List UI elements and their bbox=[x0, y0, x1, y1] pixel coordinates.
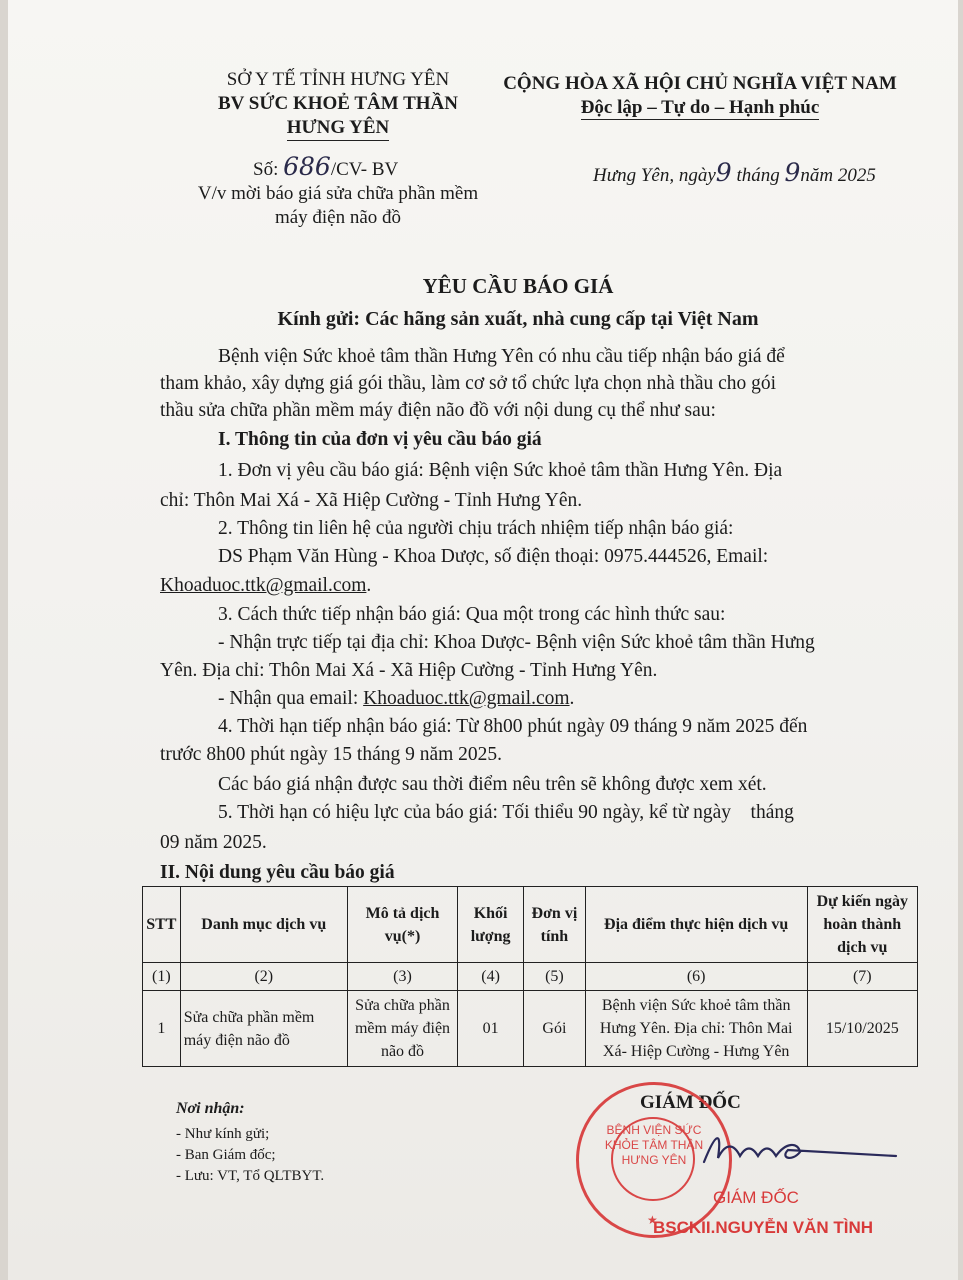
col-location: Địa điểm thực hiện dịch vụ bbox=[585, 887, 807, 963]
section-1-item-3d: - Nhận qua email: Khoaduoc.ttk@gmail.com. bbox=[218, 688, 575, 709]
num-cell: (1) bbox=[143, 963, 181, 991]
date-year: năm 2025 bbox=[800, 165, 876, 186]
document-number bbox=[253, 152, 398, 181]
recipients-title: Nơi nhận: bbox=[176, 1100, 245, 1117]
num-cell: (3) bbox=[347, 963, 457, 991]
signature-mark bbox=[696, 1122, 916, 1174]
num-cell: (2) bbox=[180, 963, 347, 991]
subject-block bbox=[158, 182, 518, 230]
recipient-item: - Như kính gửi; bbox=[176, 1126, 270, 1142]
section-1-item-4c: Các báo giá nhận được sau thời điểm nêu trên sẽ không được xem xét. bbox=[218, 774, 767, 795]
num-cell: (4) bbox=[458, 963, 524, 991]
section-1-item-5a: 5. Thời hạn có hiệu lực của báo giá: Tối thiểu 90 ngày, kể từ ngày tháng bbox=[218, 802, 794, 823]
subject-line-1: V/v mời báo giá sửa chữa phần mềm bbox=[197, 183, 479, 204]
national-motto: Độc lập – Tự do – Hạnh phúc bbox=[580, 97, 820, 118]
row-quantity: 01 bbox=[458, 991, 524, 1067]
col-description: Mô tả dịch vụ(*) bbox=[347, 887, 457, 963]
col-stt: STT bbox=[143, 887, 181, 963]
section-1-item-3b: - Nhận trực tiếp tại địa chỉ: Khoa Dược- Bệnh viện Sức khoẻ tâm thần Hưng bbox=[218, 632, 815, 653]
num-cell: (5) bbox=[524, 963, 586, 991]
table-header-row bbox=[143, 887, 918, 963]
date-prefix: Hưng Yên, ngày bbox=[593, 165, 716, 186]
section-1-item-5b: 09 năm 2025. bbox=[160, 832, 267, 853]
num-cell: (6) bbox=[585, 963, 807, 991]
num-cell: (7) bbox=[807, 963, 917, 991]
number-handwritten: 686 bbox=[283, 152, 331, 181]
col-completion: Dự kiến ngày hoàn thành dịch vụ bbox=[807, 887, 917, 963]
submission-email-link[interactable]: Khoaduoc.ttk@gmail.com bbox=[363, 688, 570, 709]
section-1-item-2a: 2. Thông tin liên hệ của người chịu trách nhiệm tiếp nhận báo giá: bbox=[218, 518, 734, 539]
col-service: Danh mục dịch vụ bbox=[180, 887, 347, 963]
section-1-heading: I. Thông tin của đơn vị yêu cầu báo giá bbox=[218, 429, 542, 450]
section-1-item-4a: 4. Thời hạn tiếp nhận báo giá: Từ 8h00 phút ngày 09 tháng 9 năm 2025 đến bbox=[218, 716, 808, 737]
issuer-department: SỞ Y TẾ TỈNH HƯNG YÊN bbox=[226, 69, 450, 90]
signature-role: GIÁM ĐỐC bbox=[713, 1188, 799, 1207]
row-service: Sửa chữa phần mềm máy điện não đồ bbox=[180, 991, 347, 1067]
col-quantity: Khối lượng bbox=[458, 887, 524, 963]
row-location: Bệnh viện Sức khoẻ tâm thần Hưng Yên. Địa chỉ: Thôn Mai Xá- Hiệp Cường - Hưng Yên bbox=[585, 991, 807, 1067]
section-1-item-1a: 1. Đơn vị yêu cầu báo giá: Bệnh viện Sức khoẻ tâm thần Hưng Yên. Địa bbox=[218, 460, 783, 481]
intro-line-2: tham khảo, xây dựng giá gói thầu, làm cơ sở tổ chức lựa chọn nhà thầu cho gói bbox=[160, 373, 777, 394]
quotation-table bbox=[142, 886, 918, 1067]
row-completion: 15/10/2025 bbox=[807, 991, 917, 1067]
date-day-handwritten: 9 bbox=[715, 158, 732, 187]
issuer-province: HƯNG YÊN bbox=[158, 116, 518, 140]
section-1-item-4b: trước 8h00 phút ngày 15 tháng 9 năm 2025. bbox=[160, 744, 503, 765]
number-suffix: /CV- BV bbox=[330, 159, 399, 180]
national-title: CỘNG HÒA XÃ HỘI CHỦ NGHĨA VIỆT NAM bbox=[503, 73, 897, 94]
issue-date bbox=[593, 158, 876, 187]
row-stt: 1 bbox=[143, 991, 181, 1067]
section-1-item-1b: chỉ: Thôn Mai Xá - Xã Hiệp Cường - Tỉnh Hưng Yên. bbox=[160, 490, 583, 511]
signatory-name: BSCKII.NGUYỄN VĂN TÌNH bbox=[653, 1218, 874, 1237]
recipient-item: - Lưu: VT, Tổ QLTBYT. bbox=[176, 1168, 325, 1184]
number-label: Số: bbox=[253, 159, 279, 180]
date-month-handwritten: 9 bbox=[784, 158, 801, 187]
intro-line-3: thầu sửa chữa phần mềm máy điện não đồ với nội dung cụ thể như sau: bbox=[160, 400, 716, 421]
section-1-item-3a: 3. Cách thức tiếp nhận báo giá: Qua một trong các hình thức sau: bbox=[218, 604, 726, 625]
document-page bbox=[8, 0, 958, 1280]
section-1-item-3c: Yên. Địa chỉ: Thôn Mai Xá - Xã Hiệp Cường - Tỉnh Hưng Yên. bbox=[160, 660, 658, 681]
salutation: Kính gửi: Các hãng sản xuất, nhà cung cấp tại Việt Nam bbox=[277, 308, 759, 330]
recipient-item: - Ban Giám đốc; bbox=[176, 1147, 276, 1163]
table-numbering-row bbox=[143, 963, 918, 991]
row-description: Sửa chữa phần mềm máy điện não đồ bbox=[347, 991, 457, 1067]
section-1-item-2b: DS Phạm Văn Hùng - Khoa Dược, số điện thoại: 0975.444526, Email: bbox=[218, 546, 769, 567]
section-2-heading: II. Nội dung yêu cầu báo giá bbox=[160, 862, 395, 883]
row-unit: Gói bbox=[524, 991, 586, 1067]
intro-line-1: Bệnh viện Sức khoẻ tâm thần Hưng Yên có nhu cầu tiếp nhận báo giá để bbox=[218, 346, 785, 367]
subject-line-2: máy điện não đồ bbox=[274, 207, 402, 228]
col-unit: Đơn vị tính bbox=[524, 887, 586, 963]
table-row bbox=[143, 991, 918, 1067]
contact-email-link[interactable]: Khoaduoc.ttk@gmail.com bbox=[160, 575, 367, 596]
seal-star-icon: ★ bbox=[647, 1213, 658, 1227]
national-block bbox=[480, 72, 920, 120]
date-month-label: tháng bbox=[736, 165, 780, 186]
signature-title: GIÁM ĐỐC bbox=[640, 1092, 741, 1113]
issuer-hospital: BV SỨC KHOẺ TÂM THẦN bbox=[217, 93, 458, 114]
document-title: YÊU CẦU BÁO GIÁ bbox=[422, 274, 614, 298]
section-1-item-2c: Khoaduoc.ttk@gmail.com. bbox=[160, 575, 372, 596]
seal-text: BỆNH VIỆN SỨC KHỎE TÂM THẦN HƯNG YÊN bbox=[604, 1123, 704, 1167]
issuer-block bbox=[158, 68, 518, 140]
